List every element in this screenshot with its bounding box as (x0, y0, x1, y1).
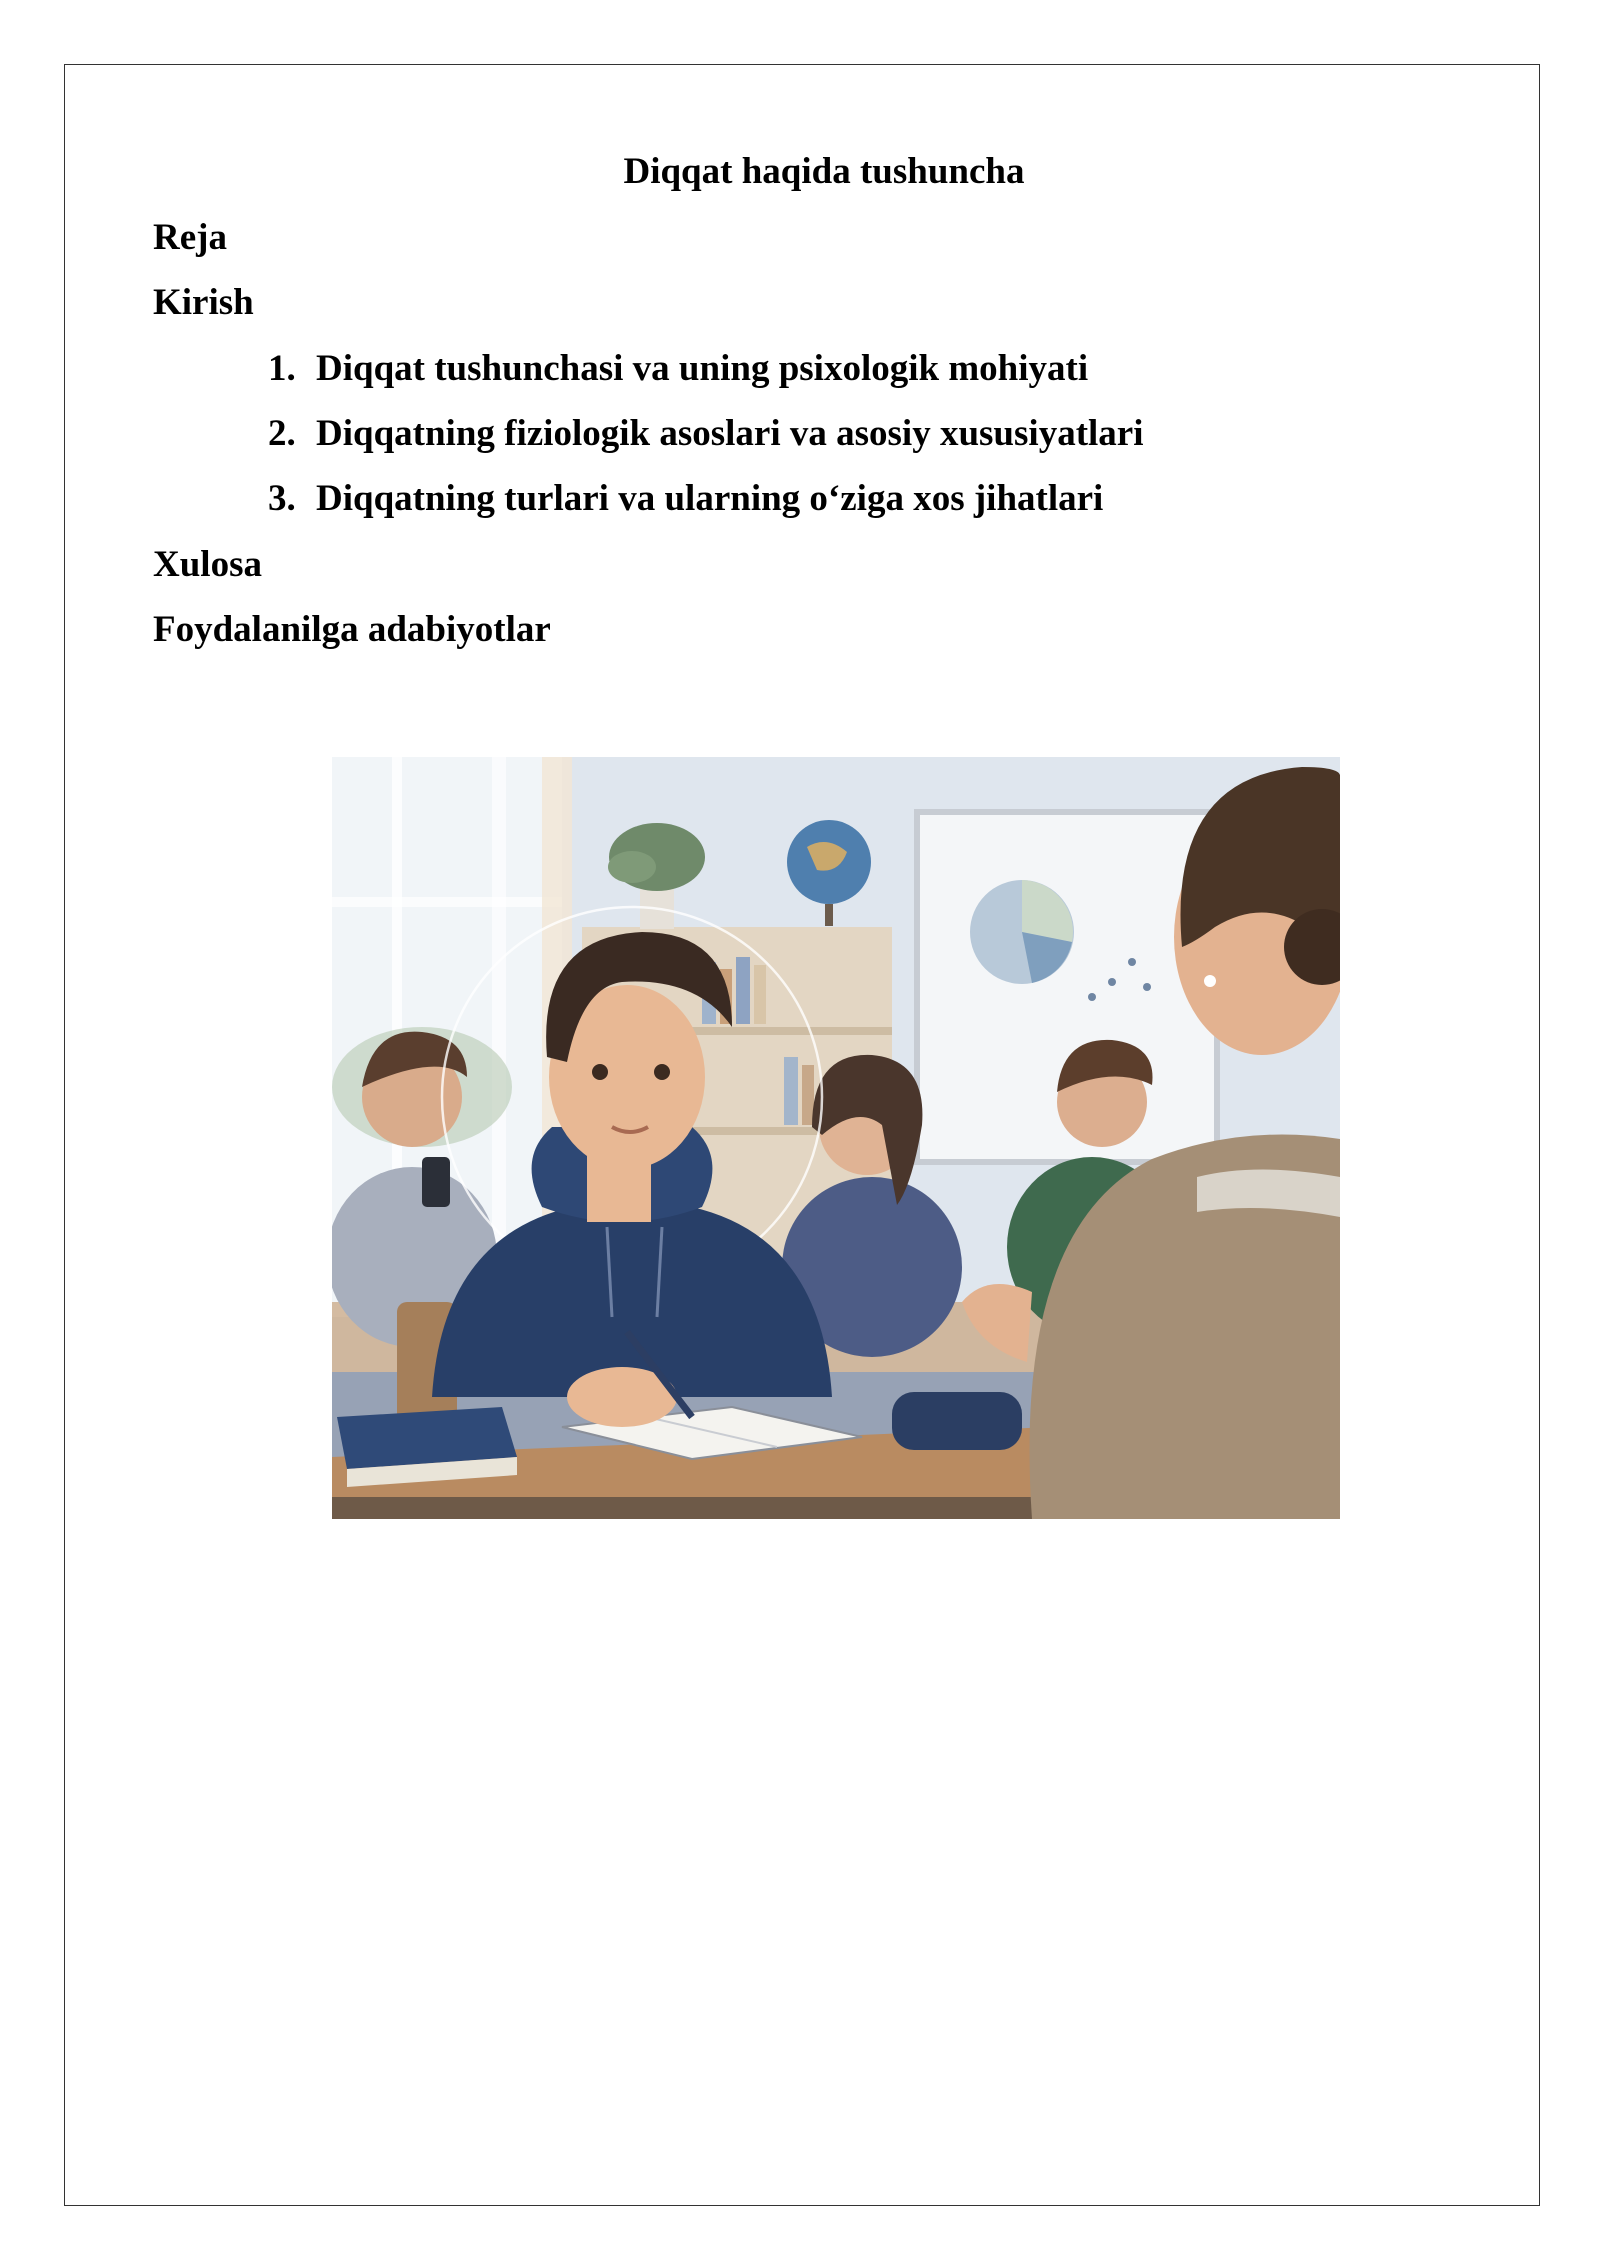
outline-item (268, 345, 1088, 393)
outline-item-text: Diqqatning fiziologik asoslari va asosiy xususiyatlari (316, 413, 1144, 454)
outline-item-text: Diqqatning turlari va ularning o‘ziga xos jihatlari (316, 478, 1104, 519)
outline-item (268, 410, 1144, 458)
phone (422, 1157, 450, 1207)
outline-item (268, 475, 1103, 523)
section-xulosa: Xulosa (153, 544, 262, 585)
classroom-scene (332, 757, 1340, 1519)
pencil-case (892, 1392, 1022, 1450)
section-kirish: Kirish (153, 282, 254, 323)
outline-item-number: 2. (268, 413, 296, 454)
section-references: Foydalanilga adabiyotlar (153, 609, 551, 650)
document-title: Diqqat haqida tushuncha (623, 151, 1025, 192)
classroom-illustration (332, 757, 1340, 1519)
outline-item-number: 1. (268, 348, 296, 389)
section-reja: Reja (153, 217, 227, 258)
outline-item-text: Diqqat tushunchasi va uning psixologik mohiyati (316, 348, 1089, 389)
outline-item-number: 3. (268, 478, 296, 519)
